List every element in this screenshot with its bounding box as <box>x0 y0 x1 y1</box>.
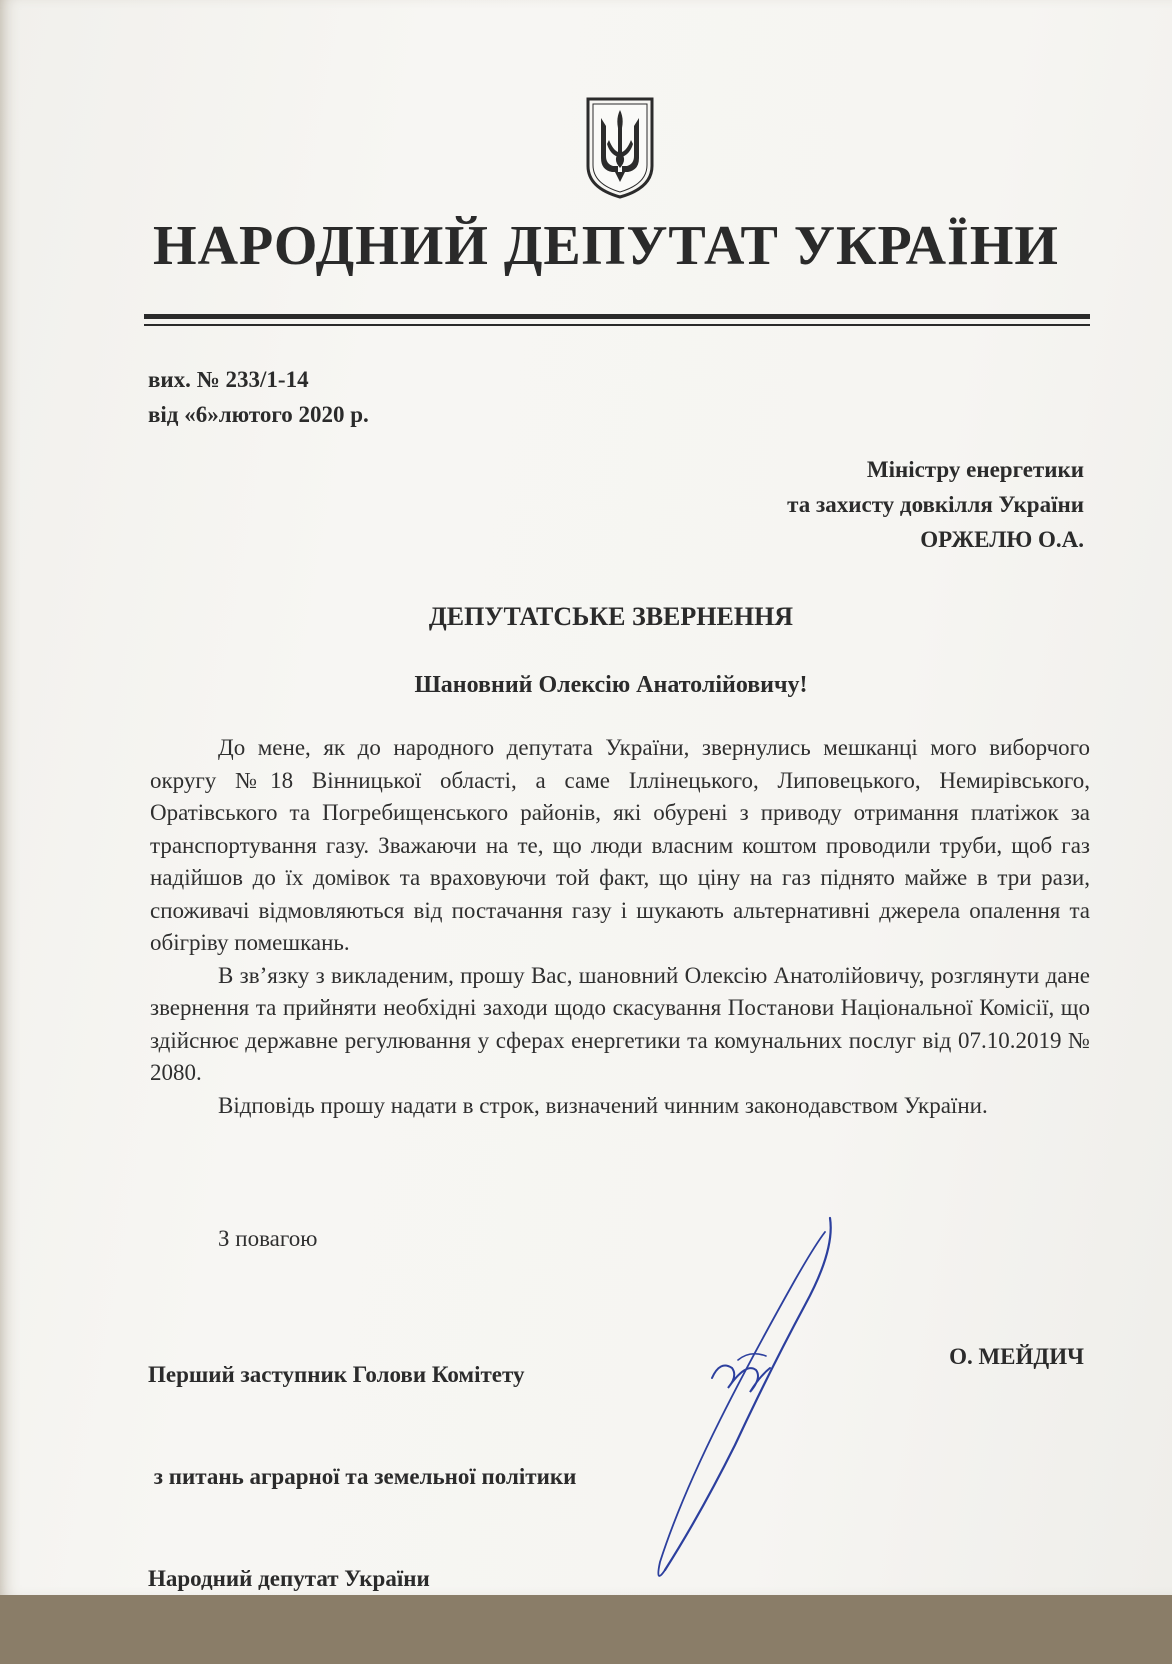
signatory-position-line: Перший заступник Голови Комітету <box>148 1362 525 1387</box>
handwritten-signature <box>620 1210 880 1590</box>
body-paragraph: Відповідь прошу надати в строк, визначений чинним законодавством України. <box>218 1092 988 1118</box>
addressee-line: та захисту довкілля України <box>787 492 1084 517</box>
outgoing-reference <box>148 362 369 432</box>
coat-of-arms-icon <box>585 96 655 200</box>
addressee-name: ОРЖЕЛЮ О.А. <box>920 527 1084 552</box>
letterhead-divider-thin <box>144 324 1090 326</box>
body-paragraph: До мене, як до народного депутата України, звернулись мешканці мого виборчого округу №18 Вінницької області, а саме Іллінецького, Липовецького, Немирівського, Оратівського та Погребищенського районів, які обурені з приводу отримання платіжок за транспортування газу. Зважаючи на те, що люди власним коштом проводили труби, щоб газ надійшов до їх домівок та враховуючи той факт, що ціну на газ піднято майже в три рази, споживачі відмовляються від постачання газу і шукають альтернативні джерела опалення та обігріву помешкань. <box>150 735 1090 955</box>
greeting: Шановний Олексію Анатолійовичу! <box>414 672 808 698</box>
letterhead-divider-thick <box>144 314 1090 319</box>
signatory-position <box>148 1290 576 1664</box>
outgoing-date: від «6»лютого 2020 р. <box>148 402 369 427</box>
signatory-name: О. МЕЙДИЧ <box>949 1344 1084 1369</box>
addressee-line: Міністру енергетики <box>866 457 1084 482</box>
outgoing-number: вих. № 233/1-14 <box>148 367 309 392</box>
signatory-position-line: з питань аграрної та земельної політики <box>148 1464 577 1489</box>
signatory-position-line: Народний депутат України <box>148 1566 430 1591</box>
addressee-block <box>787 452 1084 557</box>
letter-body <box>150 732 1090 1122</box>
body-paragraph: В зв’язку з викладеним, прошу Вас, шановний Олексію Анатолійовичу, розглянути дане звернення та прийняти необхідні заходи щодо скасування Постанови Національної Комісії, що здійснює державне регулювання у сферах енергетики та комунальних послуг від 07.10.2019 № 2080. <box>150 962 1090 1085</box>
appeal-title: ДЕПУТАТСЬКЕ ЗВЕРНЕННЯ <box>428 602 794 631</box>
closing-phrase: З повагою <box>218 1226 318 1251</box>
letterhead-title: НАРОДНИЙ ДЕПУТАТ УКРАЇНИ <box>153 215 1059 277</box>
